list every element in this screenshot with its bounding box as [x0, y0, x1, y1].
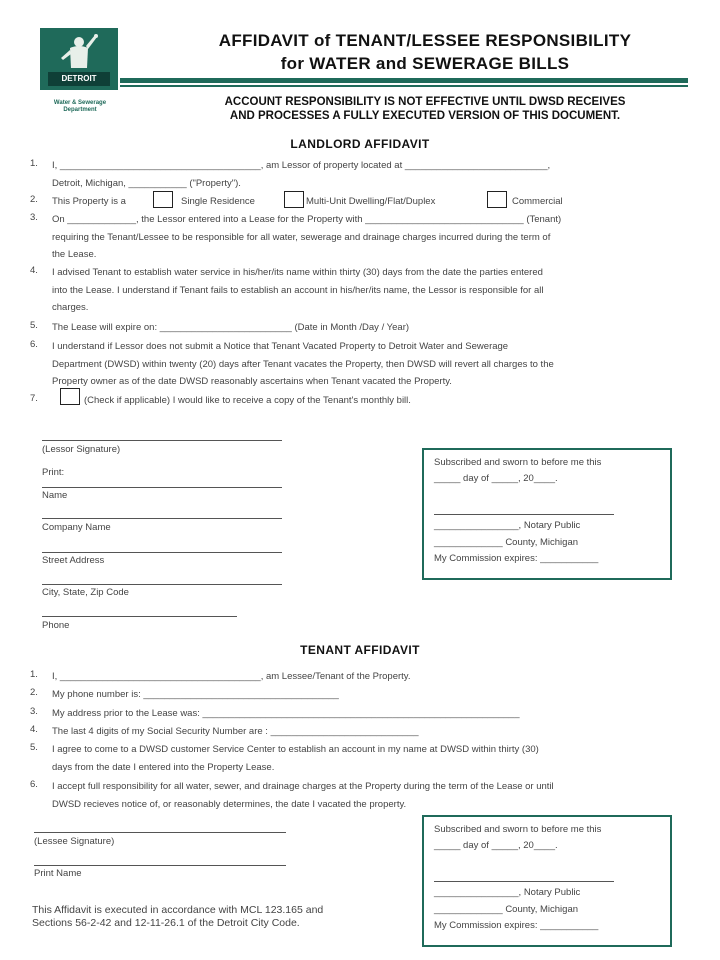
- notary-date-field[interactable]: _____ day of _____, 20____.: [434, 473, 558, 484]
- property-type-checkbox[interactable]: [153, 191, 173, 208]
- item-text: On _____________, the Lessor entered into a Lease for the Property with ______________________________ (Tenant): [52, 214, 562, 225]
- item-number: 6.: [30, 779, 38, 790]
- signature-label: Company Name: [42, 522, 111, 533]
- item-text: I accept full responsibility for all water, sewer, and drainage charges at the Property during the term of the Lease or until: [52, 781, 554, 792]
- item-text: Property owner as of the date DWSD reasonably ascertains when Tenant vacated the Property.: [52, 376, 452, 387]
- spirit-of-detroit-icon: [60, 34, 98, 74]
- signature-line[interactable]: [42, 616, 237, 617]
- signature-label: Print:: [42, 467, 65, 478]
- item-text: the Lease.: [52, 249, 97, 260]
- signature-line[interactable]: [42, 487, 282, 488]
- dwsd-logo: [40, 28, 118, 90]
- item-text: requiring the Tenant/Lessee to be responsible for all water, sewerage and drainage charges incurred during the term of: [52, 231, 551, 243]
- item-text: charges.: [52, 302, 89, 313]
- landlord-heading: LANDLORD AFFIDAVIT: [290, 137, 430, 151]
- tenant-heading: TENANT AFFIDAVIT: [300, 643, 420, 657]
- item-text: I agree to come to a DWSD customer Service Center to establish an account in my name at DWSD within thirty (30): [52, 744, 539, 755]
- notary-signature-line[interactable]: [434, 514, 614, 515]
- signature-label: Print Name: [34, 868, 82, 879]
- signature-label: (Lessee Signature): [34, 836, 115, 847]
- item-text: into the Lease. I understand if Tenant fails to establish an account in his/her/its name, the Lessor is responsible for all: [52, 284, 544, 296]
- notary-box-landlord: [422, 448, 672, 580]
- signature-line[interactable]: [34, 832, 286, 833]
- title-rule-thin: [120, 85, 688, 87]
- signature-label: Street Address: [42, 555, 105, 566]
- property-type-checkbox[interactable]: [487, 191, 507, 208]
- property-type-label: Multi-Unit Dwelling/Flat/Duplex: [306, 196, 436, 207]
- signature-label: Phone: [42, 620, 70, 631]
- item-number: 3.: [30, 706, 38, 717]
- item-number: 4.: [30, 724, 38, 735]
- signature-line[interactable]: [42, 584, 282, 585]
- title-line1: AFFIDAVIT of TENANT/LESSEE RESPONSIBILITY: [218, 31, 632, 50]
- signature-line[interactable]: [42, 440, 282, 441]
- item-number: 7.: [30, 393, 38, 404]
- bill-copy-checkbox[interactable]: [60, 388, 80, 405]
- logo-plate-text: DETROIT: [61, 74, 97, 83]
- notice-line1: ACCOUNT RESPONSIBILITY IS NOT EFFECTIVE UNTIL DWSD RECEIVES: [224, 96, 626, 108]
- item-text: Detroit, Michigan, ___________ ("Property").: [52, 177, 241, 189]
- item-text: Department (DWSD) within twenty (20) days after Tenant vacates the Property, then DWSD will revert all charges to the: [52, 358, 554, 370]
- signature-label: Name: [42, 490, 68, 501]
- item-text: days from the date I entered into the Property Lease.: [52, 761, 275, 773]
- property-type-checkbox[interactable]: [284, 191, 304, 208]
- logo-caption: [40, 100, 120, 114]
- document-title: [150, 29, 700, 75]
- item-number: 4.: [30, 265, 38, 276]
- notary-county-field[interactable]: _____________ County, Michigan: [434, 904, 579, 915]
- item-number: 5.: [30, 320, 38, 331]
- signature-line[interactable]: [42, 552, 282, 553]
- item-text: I advised Tenant to establish water service in his/her/its name within thirty (30) days from the date the parties entered: [52, 267, 543, 278]
- notary-date-field[interactable]: _____ day of _____, 20____.: [434, 840, 558, 851]
- notary-box-tenant: [422, 815, 672, 947]
- logo-caption-line2: Department: [63, 107, 97, 113]
- item-text: DWSD recieves notice of, or reasonably determines, the date I vacated the property.: [52, 798, 407, 810]
- property-type-label: Commercial: [512, 196, 563, 207]
- title-rule-thick: [120, 78, 688, 83]
- item-number: 2.: [30, 194, 38, 205]
- title-line2: for WATER and SEWERAGE BILLS: [280, 54, 570, 73]
- item-text: My phone number is: _____________________________________: [52, 689, 339, 700]
- signature-line[interactable]: [34, 865, 286, 866]
- notary-county-field[interactable]: _____________ County, Michigan: [434, 537, 579, 548]
- notary-line: Subscribed and sworn to before me this: [434, 824, 602, 835]
- item-number: 1.: [30, 158, 38, 169]
- item-text: My address prior to the Lease was: ____________________________________________________________: [52, 708, 520, 719]
- footer-line2: Sections 56-2-42 and 12-11-26.1 of the Detroit City Code.: [32, 917, 300, 929]
- item-number: 2.: [30, 687, 38, 698]
- property-type-label: Single Residence: [181, 196, 255, 207]
- item-text: I, ______________________________________, am Lessee/Tenant of the Property.: [52, 671, 411, 682]
- notary-commission-field[interactable]: My Commission expires: ___________: [434, 920, 599, 931]
- notice-line2: AND PROCESSES A FULLY EXECUTED VERSION OF THIS DOCUMENT.: [229, 110, 621, 122]
- effectiveness-notice: [150, 95, 700, 123]
- logo-caption-line1: Water & Sewerage: [53, 100, 107, 106]
- logo-plate: [48, 72, 110, 86]
- notary-commission-field[interactable]: My Commission expires: ___________: [434, 553, 599, 564]
- legal-footer: [32, 904, 412, 930]
- item-text: (Check if applicable) I would like to receive a copy of the Tenant's monthly bill.: [84, 395, 411, 406]
- item-number: 6.: [30, 339, 38, 350]
- item-number: 3.: [30, 212, 38, 223]
- notary-public-field[interactable]: ________________, Notary Public: [434, 887, 581, 898]
- item-number: 1.: [30, 669, 38, 680]
- item-text: The Lease will expire on: _________________________ (Date in Month /Day / Year): [52, 322, 410, 333]
- notary-public-field[interactable]: ________________, Notary Public: [434, 520, 581, 531]
- item-text: The last 4 digits of my Social Security Number are : ____________________________: [52, 726, 419, 737]
- item-number: 5.: [30, 742, 38, 753]
- signature-line[interactable]: [42, 518, 282, 519]
- signature-label: (Lessor Signature): [42, 444, 121, 455]
- signature-label: City, State, Zip Code: [42, 587, 129, 598]
- item-text: I understand if Lessor does not submit a Notice that Tenant Vacated Property to Detroit Water and Sewerage: [52, 341, 509, 352]
- item-text: I, ______________________________________, am Lessor of property located at ___________________________,: [52, 160, 551, 171]
- notary-line: Subscribed and sworn to before me this: [434, 457, 602, 468]
- footer-line1: This Affidavit is executed in accordance with MCL 123.165 and: [32, 904, 324, 916]
- notary-signature-line[interactable]: [434, 881, 614, 882]
- item-text: This Property is a: [52, 196, 126, 207]
